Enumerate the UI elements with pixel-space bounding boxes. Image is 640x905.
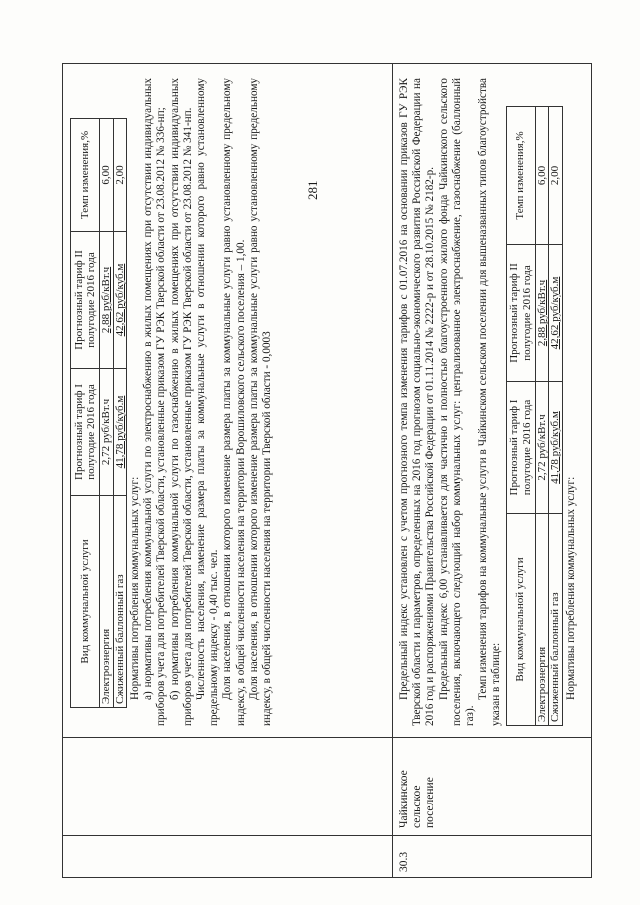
table-header: Вид коммунальной услуги (71, 496, 100, 708)
upper-row-content (68, 78, 274, 726)
row-number: 30.3 (398, 851, 410, 872)
table-cell: 2,00 (549, 107, 563, 245)
tariff-table-upper (70, 118, 127, 708)
table-row (113, 119, 127, 708)
table-cell: 2,88 руб/кВт.ч (100, 232, 114, 369)
table-cell: 42,62 руб/куб.м (549, 245, 563, 382)
table-header-row (506, 107, 535, 726)
table-cell: 2,72 руб/кВт.ч (100, 369, 114, 496)
table-header: Вид коммунальной услуги (506, 514, 535, 726)
table-cell: 2,72 руб/кВт.ч (535, 382, 549, 514)
lower-row-content (398, 78, 578, 726)
table-header: Прогнозный тариф I полугодие 2016 года (71, 369, 100, 496)
table-cell: 6,00 (100, 119, 114, 232)
table-cell: 2,88 руб/кВт.ч (535, 245, 549, 382)
table-header: Прогнозный тариф II полугодие 2016 года (71, 232, 100, 369)
table-row (100, 119, 114, 708)
column-divider (62, 835, 592, 836)
paragraph: Темп изменения тарифов на коммунальные услуги в Чайкинском сельском поселении для вышеназванных типов благоустройства указан в таблице: (477, 78, 503, 726)
table-header: Темп изменения,% (71, 119, 100, 232)
table-header: Темп изменения,% (506, 107, 535, 245)
row-divider (392, 63, 393, 878)
paragraph: Нормативы потребления коммунальных услуг: (564, 476, 577, 700)
table-cell: 41,78 руб/куб.м (113, 369, 127, 496)
paragraph: б) нормативы потребления коммунальной услуги по газоснабжению в жилых помещениях при отсутствии индивидуальных приборов учета для потребителей Тверской области, установленные приказом ГУ РЭК Тверской области от 23.08.2012 № 341-нп. (168, 78, 194, 726)
page-number: 281 (305, 180, 320, 200)
paragraph: Нормативы потребления коммунальных услуг: (129, 476, 141, 700)
column-divider (62, 737, 592, 738)
table-cell: Электроэнергия (535, 514, 549, 726)
table-cell: 2,00 (113, 119, 127, 232)
table-cell: Сжиженный баллонный газ (549, 514, 563, 726)
paragraph: Доля населения, в отношении которого изменение размера платы за коммунальные услуги равно установленному предельному индексу, в общей численности населения на территории Тверской области - 0,0003 (247, 78, 274, 726)
table-cell: Сжиженный баллонный газ (113, 496, 127, 708)
table-row (535, 107, 549, 726)
settlement-name: Чайкинское сельское поселение (398, 770, 436, 828)
table-cell: 6,00 (535, 107, 549, 245)
paragraph: Предельный индекс 6,00 устанавливается для частично и полностью благоустроенного жилого фонда Чайкинского сельского поселения, включающего следующий набор коммунальных услуг: централизованное электроснабжение, газоснабжение (баллонный газ). (437, 78, 477, 726)
table-cell: 41,78 руб/куб.м (549, 382, 563, 514)
table-header: Прогнозный тариф I полугодие 2016 года (506, 382, 535, 514)
table-cell: Электроэнергия (100, 496, 114, 708)
table-header-row (71, 119, 100, 708)
paragraph: Предельный индекс установлен с учетом прогнозного темпа изменения тарифов с 01.07.2016 на основании приказов ГУ РЭК Тверской области и параметров, определенных на 2016 год прогнозом социально-экономического развития Российской Федерации на 2016 год и распоряжениями Правительства Российской Федерации от 01.11.2014 № 2222-р и от 28.10.2015 № 2182-р. (398, 78, 437, 726)
rotated-page-content (62, 63, 592, 878)
table-cell: 42,62 руб/куб.м (113, 232, 127, 369)
paragraph: а) нормативы потребления коммунальной услуги по электроснабжению в жилых помещениях при отсутствии индивидуальных приборов учета для потребителей Тверской области, установленные приказом ГУ РЭК Тверской области от 23.08.2012 № 336-нп; (142, 78, 168, 726)
table-row (549, 107, 563, 726)
paragraph: Доля населения, в отношении которого изменение размера платы за коммунальные услуги равно установленному предельному индексу, в общей численности населения на территории Ворошиловского сельского поселения – 1,00. (221, 78, 247, 726)
paragraph: Численность населения, изменение размера платы за коммунальные услуги в отношении которого равно установленному предельному индексу - 0,40 тыс. чел. (195, 78, 221, 726)
tariff-table-lower (506, 106, 563, 726)
table-header: Прогнозный тариф II полугодие 2016 года (506, 245, 535, 382)
